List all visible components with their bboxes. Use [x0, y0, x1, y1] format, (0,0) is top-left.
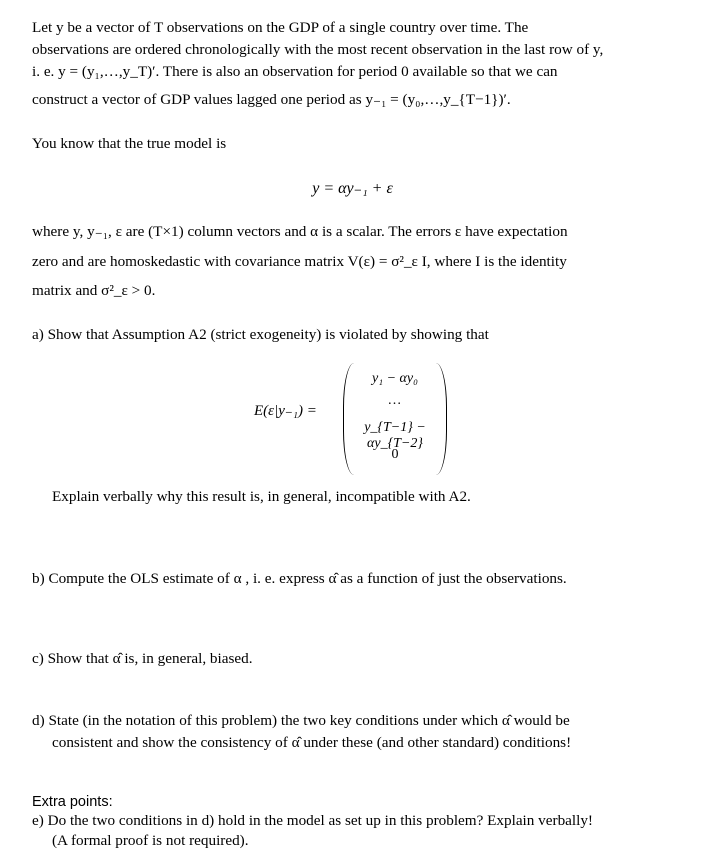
part-d-line-2: consistent and show the consistency of α̂ under these (and other standard) conditions!	[52, 734, 572, 751]
intro-line-1: Let y be a vector of T observations on the GDP of a single country over time. The	[32, 19, 529, 36]
where-line-1: where y, y₋₁, ε are (T×1) column vectors and α is a scalar. The errors ε have expectation	[32, 223, 568, 240]
matrix-row-T-1: y_{T−1} − αy_{T−2}	[364, 420, 426, 451]
matrix-row-ellipsis: …	[387, 393, 403, 408]
intro-line-2: observations are ordered chronologically with the most recent observation in the last row of y,	[32, 41, 604, 58]
where-line-2: zero and are homoskedastic with covariance matrix V(ε) = σ²_ε I, where I is the identity	[32, 253, 567, 270]
error-expectation-matrix	[343, 363, 447, 475]
intro-line-3: i. e. y = (y₁,…,y_T)′. There is also an observation for period 0 available so that we can	[32, 63, 558, 80]
part-a-question: a) Show that Assumption A2 (strict exogeneity) is violated by showing that	[32, 326, 489, 343]
conditional-expectation-lhs: E(ε|y₋₁) =	[254, 403, 317, 419]
part-d-line-1: d) State (in the notation of this problem) the two key conditions under which α̂ would be	[32, 712, 570, 729]
part-c-question: c) Show that α̂ is, in general, biased.	[32, 650, 253, 667]
matrix-row-1: y₁ − αy₀	[372, 371, 418, 386]
part-e-line-2: (A formal proof is not required).	[52, 832, 249, 849]
part-b-question: b) Compute the OLS estimate of α , i. e. express α̂ as a function of just the observations.	[32, 570, 567, 587]
true-model-text: You know that the true model is	[32, 135, 227, 152]
extra-points-heading: Extra points:	[32, 794, 113, 810]
part-e-line-1: e) Do the two conditions in d) hold in the model as set up in this problem? Explain verbally!	[32, 812, 593, 829]
where-line-3: matrix and σ²_ε > 0.	[32, 282, 156, 299]
intro-line-4: construct a vector of GDP values lagged one period as y₋₁ = (y₀,…,y_{T−1})′.	[32, 91, 511, 108]
matrix-row-last: 0	[391, 447, 399, 462]
model-equation: y = αy₋₁ + ε	[312, 180, 393, 197]
part-a-explain: Explain verbally why this result is, in general, incompatible with A2.	[52, 488, 471, 505]
